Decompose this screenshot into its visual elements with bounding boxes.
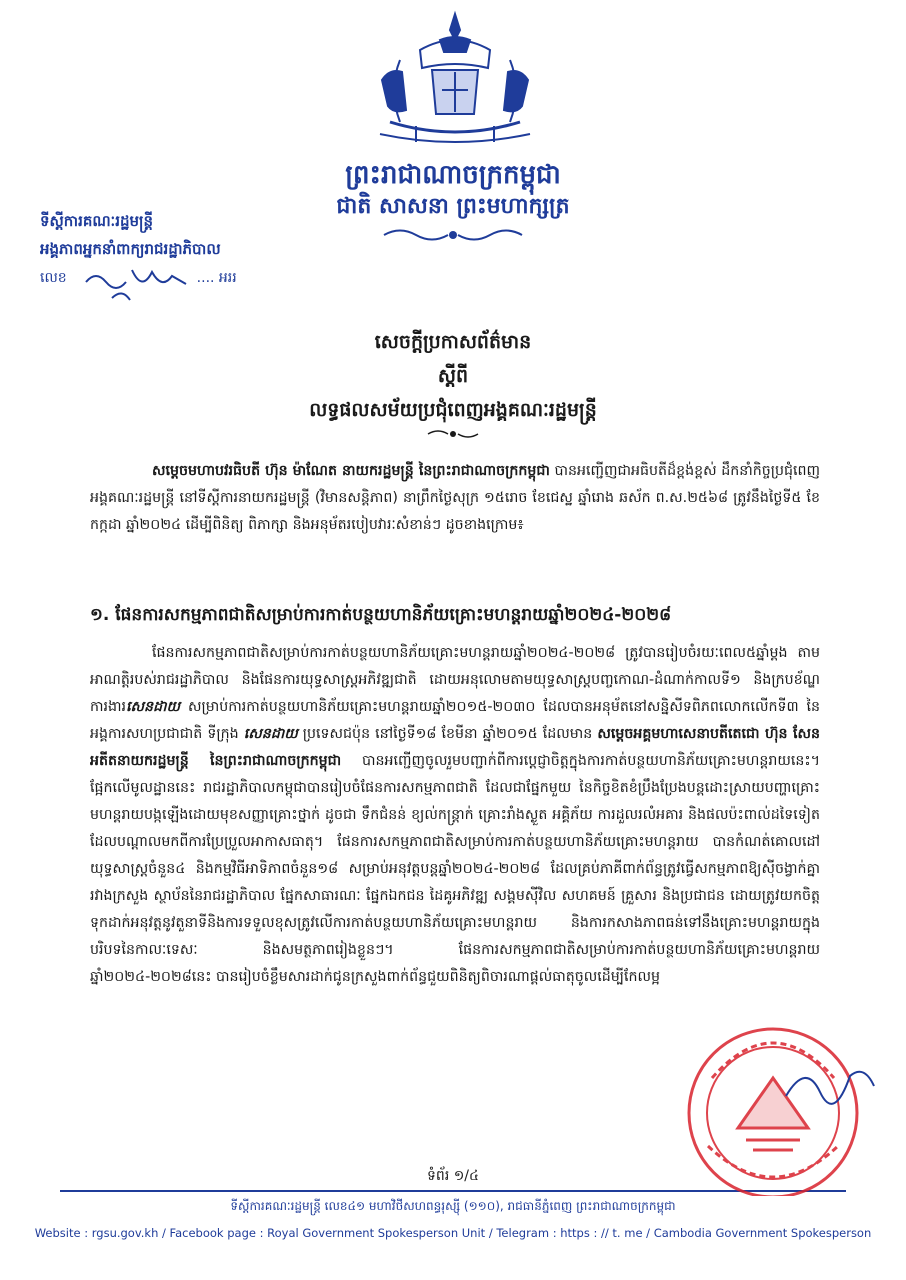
handwritten-reference-icon [82, 262, 192, 306]
section-paragraph [90, 640, 820, 991]
unit-name: អង្គភាពអ្នកនាំពាក្យរាជរដ្ឋាភិបាល [40, 240, 221, 258]
page-number: ទំព័រ ១/៤ [427, 1168, 479, 1184]
intro-body: បានអញ្ជើញជាអធិបតីដ៏ខ្ពង់ខ្ពស់ ដឹកនាំកិច្ចប្រជុំពេញអង្គគណៈរដ្ឋមន្ត្រី នៅទីស្តីការនាយករដ្ឋមន្ត្រី (វិមានសន្តិភាព) នាព្រឹកថ្ងៃសុក្រ ១៥រោច ខែជេស្ឋ ឆ្នាំរោង ឆស័ក ព.ស.២៥៦៨ ត្រូវនឹងថ្ងៃទី៥ ខែកក្កដា ឆ្នាំ២០២៤ ដើម្បីពិនិត្យ ពិភាក្សា និងអនុម័តរបៀបវារៈសំខាន់ៗ ដូចខាងក្រោម៖ [90, 463, 820, 533]
section-text-4: បានអញ្ជើញចូលរួមបញ្ជាក់ពីការប្តេជ្ញាចិត្តក្នុងការកាត់បន្ថយហានិភ័យគ្រោះមហន្តរាយនេះ។ ផ្អែកលើមូលដ្ឋាននេះ រាជរដ្ឋាភិបាលកម្ពុជាបានរៀបចំផែនការសកម្មភាពជាតិ ដែលជាផ្នែកមួយ នៃកិច្ចខិតខំប្រឹងប្រែងបន្តដោះស្រាយបញ្ហាគ្រោះមហន្តរាយបង្កឡើងដោយមុខសញ្ញាគ្រោះថ្នាក់ ដូចជា ទឹកជំនន់ ខ្យល់កន្ត្រាក់ គ្រោះរាំងស្ងួត អគ្គិភ័យ ការដួលរលំអគារ និងផលប៉ះពាល់ដទៃទៀតដែលបណ្តាលមកពីការប្រែប្រួលអាកាសធាតុ។ ផែនការសកម្មភាពជាតិសម្រាប់ការកាត់បន្ថយហានិភ័យគ្រោះមហន្តរាយ បានកំណត់គោលដៅយុទ្ធសាស្ត្រចំនួន៤ និងកម្មវិធីអាទិភាពចំនួន១៨ សម្រាប់អនុវត្តបន្តឆ្នាំ២០២៤-២០២៨ ដែលគ្រប់ភាគីពាក់ព័ន្ធត្រូវធ្វើសកម្មភាពឱ្យស៊ីចង្វាក់គ្នារវាងក្រសួង ស្ថាប័ននៃរាជរដ្ឋាភិបាល ផ្នែកសាធារណៈ ផ្នែកឯកជន ដៃគូអភិវឌ្ឍ សង្គមស៊ីវិល សហគមន៍ គ្រួសារ និងប្រជាជន ដោយត្រូវយកចិត្តទុកដាក់អនុវត្តនូវតួនាទីនិងការទទួលខុសត្រូវលើការកាត់បន្ថយហានិភ័យគ្រោះមហន្តរាយ និងការកសាងភាពធន់ទៅនឹងគ្រោះមហន្តរាយក្នុងបរិបទនៃកាលៈទេសៈ និងសមត្ថភាពរៀងខ្លួនៗ។ ផែនការសកម្មភាពជាតិសម្រាប់ការកាត់បន្ថយហានិភ័យគ្រោះមហន្តរាយឆ្នាំ២០២៤-២០២៨នេះ បានរៀបចំខ្លឹមសារដាក់ជូនក្រសួងពាក់ព័ន្ធជួយពិនិត្យពិចារណាផ្តល់ធាតុចូលដើម្បីកែលម្អ [90, 753, 821, 985]
section-heading: ១. ផែនការសកម្មភាពជាតិសម្រាប់ការកាត់បន្ថយហានិភ័យគ្រោះមហន្តរាយឆ្នាំ២០២៤-២០២៨ [90, 605, 672, 625]
office-name: ទីស្តីការគណៈរដ្ឋមន្ត្រី [40, 212, 154, 230]
footer-contacts: Website : rgsu.gov.kh / Facebook page : Royal Government Spokesperson Unit / Telegram : https : // t. me / Cambodia Government Spokesperson [34, 1226, 872, 1240]
ornament-divider-icon [426, 426, 480, 442]
intro-paragraph [90, 458, 820, 539]
kingdom-motto: ជាតិ សាសនា ព្រះមហាក្សត្រ [336, 194, 570, 219]
document-about: ស្តីពី [437, 365, 469, 387]
reference-prefix: លេខ [40, 270, 67, 286]
document-title: សេចក្តីប្រកាសព័ត៌មាន [374, 331, 532, 353]
intro-lead: សម្តេចមហាបវរធិបតី ហ៊ុន ម៉ាណែត នាយករដ្ឋមន្ត្រី នៃព្រះរាជាណាចក្រកម្ពុជា [152, 463, 550, 479]
royal-arms-icon [360, 10, 550, 150]
section-text-3: ប្រទេសជប៉ុន នៅថ្ងៃទី១៨ ខែមីនា ឆ្នាំ២០១៥ ដែលមាន [297, 726, 598, 742]
reference-suffix: .... អររ [196, 270, 237, 286]
section-text-1: ផែនការសកម្មភាពជាតិសម្រាប់ការកាត់បន្ថយហានិភ័យគ្រោះមហន្តរាយឆ្នាំ២០២៤-២០២៨ ត្រូវបានរៀបចំរយៈពេល៥ឆ្នាំម្តង តាមអាណត្តិរបស់រាជរដ្ឋាភិបាល និងផែនការយុទ្ធសាស្ត្រអភិវឌ្ឍជាតិ ដោយអនុលោមតាមយុទ្ធសាស្ត្របញ្ចកោណ-ដំណាក់កាលទី១ និងក្របខ័ណ្ឌការងារ [90, 645, 820, 715]
sendai-italic-2: សេនដាយ [243, 726, 298, 742]
document-subject: លទ្ធផលសម័យប្រជុំពេញអង្គគណៈរដ្ឋមន្ត្រី [309, 399, 597, 421]
signature-icon [780, 1056, 880, 1116]
section-bold-name: សម្តេចអគ្គមហាសេនាបតីតេជោ ហ៊ុន សែន អតីតនាយករដ្ឋមន្ត្រី នៃព្រះរាជាណាចក្រកម្ពុជា [90, 726, 821, 769]
footer-address: ទីស្តីការគណៈរដ្ឋមន្ត្រី លេខ៤១ មហាវិថីសហពន្ធរុស្ស៊ី (១១០), រាជធានីភ្នំពេញ ព្រះរាជាណាចក្រកម្ពុជា [230, 1199, 676, 1213]
kingdom-title: ព្រះរាជាណាចក្រកម្ពុជា [345, 160, 561, 190]
ornament-divider-icon [380, 226, 526, 244]
section-text-2: សម្រាប់ការកាត់បន្ថយហានិភ័យគ្រោះមហន្តរាយឆ្នាំ២០១៥-២០៣០ ដែលបានអនុម័តនៅសន្និសីទពិភពលោកលើកទី៣ នៃអង្គការសហប្រជាជាតិ ទីក្រុង [90, 699, 820, 742]
sendai-italic-1: សេនដាយ [126, 699, 181, 715]
